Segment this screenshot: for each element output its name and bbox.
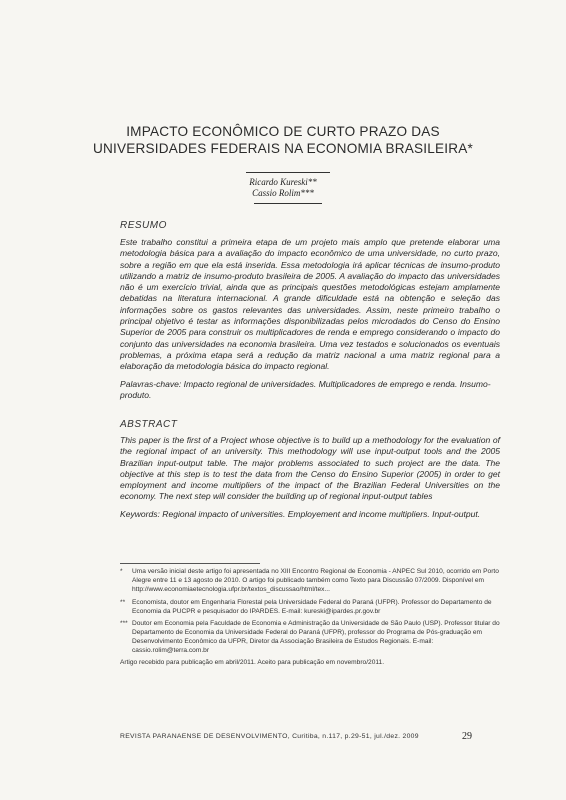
abstract-keywords: Keywords: Regional impacto of universities. Employement and income multipliers. Input-output. xyxy=(120,508,481,519)
resumo-body: Este trabalho constitui a primeira etapa de um projeto mais amplo que pretende elaborar uma metodologia básica para a avaliação do impacto econômico de uma universidade, no curto prazo, sobre a região em que ela está inserida. Essa metodologia irá aplicar técnicas de insumo-produto utilizando a matriz de insumo-produto brasileira de 2005. A avaliação do impacto das universidades não é um exercício trivial, ainda que as principais questões metodológicas estejam amplamente debatidas na literatura internacional. A grande dificuldade está na obtenção e seleção das informações sobre os gastos relevantes das universidades. Assim, neste primeiro trabalho o principal objetivo é testar as informações disponibilizadas pelos microdados do Censo do Ensino Superior de 2005 para construir os multiplicadores de renda e emprego considerando o impacto do conjunto das universidades na economia brasileira. Uma vez testados e solucionados os eventuais problemas, a próxima etapa será a redução da matriz nacional a uma matriz regional para a elaboração da metodologia básica do impacto regional. xyxy=(120,237,500,372)
abstract-heading: ABSTRACT xyxy=(120,419,178,430)
resumo-section xyxy=(120,220,500,401)
title-line-1: IMPACTO ECONÔMICO DE CURTO PRAZO DAS xyxy=(126,124,440,139)
author-list xyxy=(200,177,366,199)
resumo-heading: RESUMO xyxy=(120,220,167,231)
footnote-text: Economista, doutor em Engenharia Florestal pela Universidade Federal do Paraná (UFPR). Professor do Departamento de Economia da PUCPR e pesquisador do IPARDES. E-mail: kureski@ipardes.pr.gov.br xyxy=(132,599,492,615)
abstract-section xyxy=(120,419,500,520)
footnote-mark: ** xyxy=(120,599,126,606)
footnote-text: Doutor em Economia pela Faculdade de Economia e Administração da Universidade de São Paulo (USP). Professor titular do Departamento de Economia da Universidade Federal do Paraná (UFPR), professor do Programa de Pós-graduação em Desenvolvimento Econômico da UFPR, Diretor da Associação Brasileira de Estudos Regionais. E-mail: cassio.rolim@terra.com.br xyxy=(132,620,500,654)
author-name: Ricardo Kureski** xyxy=(249,177,317,187)
footnote xyxy=(120,598,500,616)
footnote-text: Uma versão inicial deste artigo foi apresentada no XIII Encontro Regional de Economia - ANPEC Sul 2010, ocorrido em Porto Alegre entre 11 e 13 agosto de 2010. O artigo foi publicado também como Texto para Discussão 07/2009. Disponível em http://www.economiaetecnologia.ufpr.br/textos_discussao/html/tex... xyxy=(132,568,499,593)
article-title xyxy=(60,123,506,157)
footnote xyxy=(120,567,500,594)
resumo-keywords: Palavras-chave: Impacto regional de universidades. Multiplicadores de emprego e renda. Insumo-produto. xyxy=(120,378,491,400)
footnote-mark: * xyxy=(120,568,123,575)
footnote xyxy=(120,619,500,655)
footnote-mark: *** xyxy=(120,620,128,627)
page-number: 29 xyxy=(462,731,472,742)
authors-bottom-rule xyxy=(254,203,322,204)
received-note: Artigo recebido para publicação em abril/2011. Aceito para publicação em novembro/2011. xyxy=(120,659,385,666)
authors-top-rule xyxy=(246,172,330,173)
author-name: Cassio Rolim*** xyxy=(252,188,314,198)
footnote-rule xyxy=(120,563,260,564)
abstract-body: This paper is the first of a Project whose objective is to build up a methodology for the evaluation of the regional impact of an university. This methodology will use input-output tools and the 2005 Brazilian input-output table. The major problems associated to such project are the data. The objective at this step is to test the data from the Censo do Ensino Superior (2005) in order to get employment and income multipliers of the impact of the Brazilian Federal Universities on the economy. The next step will consider the building up of regional input-output tables xyxy=(120,435,500,502)
journal-footer: REVISTA PARANAENSE DE DESENVOLVIMENTO, Curitiba, n.117, p.29-51, jul./dez. 2009 xyxy=(120,733,419,740)
title-line-2: UNIVERSIDADES FEDERAIS NA ECONOMIA BRASILEIRA* xyxy=(92,141,474,156)
